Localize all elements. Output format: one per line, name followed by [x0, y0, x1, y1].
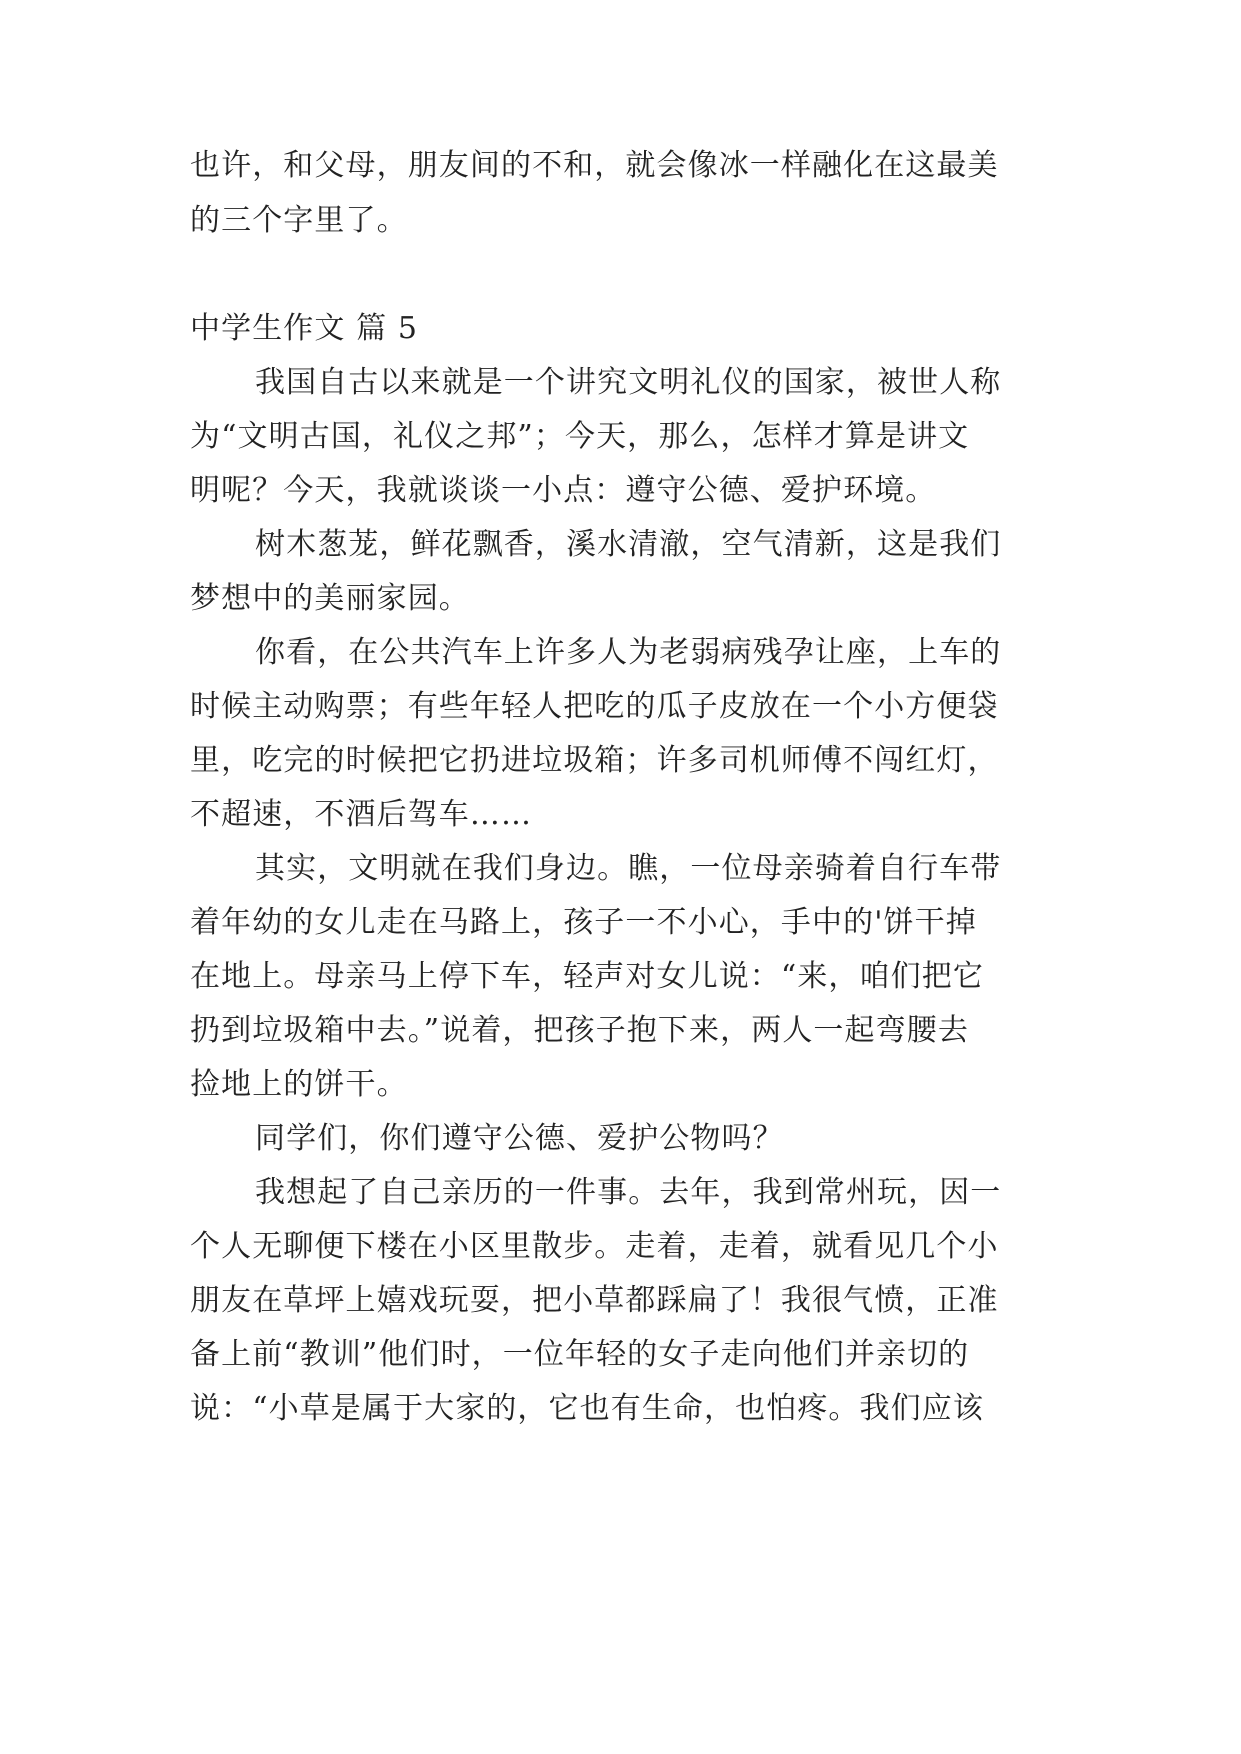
paragraph-line: 着年幼的女儿走在马路上，孩子一不小心，手中的'饼干掉	[190, 905, 977, 940]
paragraph-line: 你看，在公共汽车上许多人为老弱病残孕让座，上车的	[255, 635, 1002, 670]
text-line: 也许，和父母，朋友间的不和，就会像冰一样融化在这最美	[190, 148, 999, 183]
paragraph-line: 备上前“教训”他们时，一位年轻的女子走向他们并亲切的	[190, 1337, 970, 1372]
section-heading: 中学生作文 篇 5	[190, 311, 419, 346]
paragraph-line: 朋友在草坪上嬉戏玩耍，把小草都踩扁了！我很气愤，正准	[190, 1283, 999, 1318]
paragraph-line: 同学们，你们遵守公德、爱护公物吗？	[255, 1121, 784, 1156]
paragraph-line: 在地上。母亲马上停下车，轻声对女儿说：“来，咱们把它	[190, 959, 984, 994]
paragraph-line: 梦想中的美丽家园。	[190, 581, 470, 616]
paragraph-line: 说：“小草是属于大家的，它也有生命，也怕疼。我们应该	[190, 1391, 984, 1426]
paragraph-line: 为“文明古国，礼仪之邦”；今天，那么，怎样才算是讲文	[190, 419, 970, 454]
paragraph-line: 明呢？今天，我就谈谈一小点：遵守公德、爱护环境。	[190, 473, 937, 508]
paragraph-line: 树木葱茏，鲜花飘香，溪水清澈，空气清新，这是我们	[255, 527, 1002, 562]
paragraph-line: 不超速，不酒后驾车……	[190, 797, 533, 832]
paragraph-line: 我国自古以来就是一个讲究文明礼仪的国家，被世人称	[255, 365, 1002, 400]
paragraph-line: 我想起了自己亲历的一件事。去年，我到常州玩，因一	[255, 1175, 1002, 1210]
paragraph-line: 里，吃完的时候把它扔进垃圾箱；许多司机师傅不闯红灯，	[190, 743, 999, 778]
paragraph-line: 扔到垃圾箱中去。”说着，把孩子抱下来，两人一起弯腰去	[190, 1013, 969, 1048]
paragraph-line: 时候主动购票；有些年轻人把吃的瓜子皮放在一个小方便袋	[190, 689, 999, 724]
paragraph-line: 其实，文明就在我们身边。瞧，一位母亲骑着自行车带	[255, 851, 1002, 886]
paragraph-line: 捡地上的饼干。	[190, 1067, 408, 1102]
paragraph-line: 个人无聊便下楼在小区里散步。走着，走着，就看见几个小	[190, 1229, 999, 1264]
text-line: 的三个字里了。	[190, 203, 408, 238]
